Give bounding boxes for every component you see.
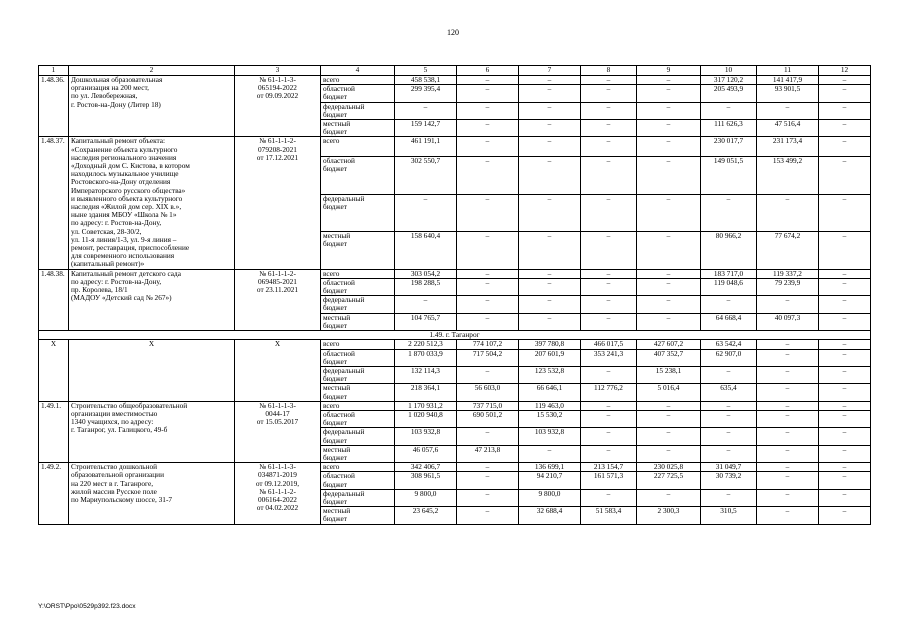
amount-cell: 119 048,6 <box>701 278 757 295</box>
table-row <box>39 76 871 85</box>
amount-cell: 302 550,7 <box>395 157 457 194</box>
funding-source: областной бюджет <box>321 157 395 194</box>
object-name: Строительство общеобразовательной организации вместимостью 1340 учащихся, по адресу: г. Таганрог, ул. Галицкого, 49-б <box>69 401 235 462</box>
amount-cell: 1 870 033,9 <box>395 349 457 366</box>
amount-cell: – <box>519 269 581 278</box>
amount-cell: – <box>457 76 519 85</box>
amount-cell: – <box>819 296 871 313</box>
funding-source: федеральный бюджет <box>321 428 395 445</box>
funding-source: федеральный бюджет <box>321 102 395 119</box>
amount-cell: 23 645,2 <box>395 507 457 524</box>
amount-cell: – <box>819 384 871 401</box>
amount-cell: – <box>819 278 871 295</box>
amount-cell: – <box>519 278 581 295</box>
item-number: 1.49.2. <box>39 463 69 524</box>
amount-cell: – <box>819 232 871 270</box>
amount-cell: – <box>637 313 701 330</box>
amount-cell: – <box>457 463 519 472</box>
funding-source: федеральный бюджет <box>321 489 395 506</box>
amount-cell: 774 107,2 <box>457 340 519 349</box>
amount-cell: – <box>819 102 871 119</box>
amount-cell: 46 057,6 <box>395 445 457 462</box>
funding-source: местный бюджет <box>321 384 395 401</box>
amount-cell: – <box>519 137 581 157</box>
document-number: № 61-1-1-3- 0044-17 от 15.05.2017 <box>235 401 321 462</box>
amount-cell: 141 417,9 <box>757 76 819 85</box>
amount-cell: 461 191,1 <box>395 137 457 157</box>
amount-cell: 153 499,2 <box>757 157 819 194</box>
amount-cell: – <box>757 296 819 313</box>
amount-cell: 62 907,0 <box>701 349 757 366</box>
amount-cell: 104 765,7 <box>395 313 457 330</box>
amount-cell: – <box>637 428 701 445</box>
amount-cell: 32 688,4 <box>519 507 581 524</box>
amount-cell: – <box>457 194 519 231</box>
amount-cell: – <box>701 194 757 231</box>
column-header-10: 10 <box>701 66 757 76</box>
amount-cell: 149 051,5 <box>701 157 757 194</box>
amount-cell: – <box>819 194 871 231</box>
column-number-row <box>39 66 871 76</box>
amount-cell: – <box>819 489 871 506</box>
amount-cell: 717 504,2 <box>457 349 519 366</box>
amount-cell: 198 288,5 <box>395 278 457 295</box>
item-number: Х <box>39 340 69 401</box>
amount-cell: – <box>457 102 519 119</box>
amount-cell: 218 364,1 <box>395 384 457 401</box>
amount-cell: 161 571,3 <box>581 472 637 489</box>
amount-cell: – <box>637 296 701 313</box>
table-row <box>39 463 871 472</box>
amount-cell: 635,4 <box>701 384 757 401</box>
amount-cell: – <box>757 445 819 462</box>
amount-cell: – <box>581 445 637 462</box>
funding-source: всего <box>321 76 395 85</box>
funding-source: всего <box>321 137 395 157</box>
amount-cell: 31 049,7 <box>701 463 757 472</box>
amount-cell: – <box>395 194 457 231</box>
amount-cell: 230 025,8 <box>637 463 701 472</box>
amount-cell: 231 173,4 <box>757 137 819 157</box>
amount-cell: – <box>637 278 701 295</box>
column-header-3: 3 <box>235 66 321 76</box>
amount-cell: – <box>457 313 519 330</box>
amount-cell: – <box>457 120 519 137</box>
amount-cell: – <box>519 120 581 137</box>
amount-cell: – <box>581 313 637 330</box>
amount-cell: 5 016,4 <box>637 384 701 401</box>
funding-source: местный бюджет <box>321 232 395 270</box>
amount-cell: – <box>757 349 819 366</box>
amount-cell: – <box>757 384 819 401</box>
item-number: 1.48.38. <box>39 269 69 330</box>
amount-cell: 93 901,5 <box>757 85 819 102</box>
amount-cell: – <box>637 269 701 278</box>
amount-cell: – <box>637 489 701 506</box>
amount-cell: 310,5 <box>701 507 757 524</box>
funding-source: местный бюджет <box>321 120 395 137</box>
file-path-footer: Y:\ORST\Ppo\0529p392.f23.docx <box>38 603 136 610</box>
amount-cell: 397 780,8 <box>519 340 581 349</box>
amount-cell: – <box>457 472 519 489</box>
amount-cell: – <box>819 269 871 278</box>
funding-source: областной бюджет <box>321 472 395 489</box>
amount-cell: – <box>637 410 701 427</box>
amount-cell: – <box>757 401 819 410</box>
amount-cell: – <box>701 401 757 410</box>
amount-cell: – <box>581 428 637 445</box>
amount-cell: 299 395,4 <box>395 85 457 102</box>
document-number: № 61-1-1-2- 069485-2021 от 23.11.2021 <box>235 269 321 330</box>
amount-cell: 30 739,2 <box>701 472 757 489</box>
column-header-2: 2 <box>69 66 235 76</box>
amount-cell: 737 715,0 <box>457 401 519 410</box>
amount-cell: – <box>637 102 701 119</box>
amount-cell: – <box>457 85 519 102</box>
amount-cell: – <box>581 157 637 194</box>
object-name: Капитальный ремонт объекта: «Сохранение объекта культурного наследия регионального значения «Доходный дом С. Кистова, в котором находилось музыкальное училище Ростовского-на-Дону отделения Императорского русского общества» и выявленного объекта культурного наследия «Жилой дом сер. XIX в.», ныне здания МБОУ «Школа № 1» по адресу: г. Ростов-на-Дону, ул. Советская, 28-30/2, ул. 11-я линия/1-3, ул. 9-я линия – ремонт, реставрация, приспособление для современного использования (капитальный ремонт)» <box>69 137 235 269</box>
amount-cell: 103 932,8 <box>395 428 457 445</box>
amount-cell: – <box>581 137 637 157</box>
amount-cell: 690 501,2 <box>457 410 519 427</box>
page-number: 120 <box>447 28 459 37</box>
amount-cell: 207 601,9 <box>519 349 581 366</box>
table-row <box>39 269 871 278</box>
amount-cell: – <box>637 445 701 462</box>
amount-cell: – <box>519 102 581 119</box>
amount-cell: – <box>457 296 519 313</box>
amount-cell: – <box>519 445 581 462</box>
amount-cell: 77 674,2 <box>757 232 819 270</box>
amount-cell: – <box>581 296 637 313</box>
amount-cell: – <box>519 232 581 270</box>
table-row <box>39 137 871 157</box>
amount-cell: – <box>757 340 819 349</box>
amount-cell: – <box>757 489 819 506</box>
document-number: № 61-1-1-3- 065194-2022 от 09.09.2022 <box>235 76 321 137</box>
column-header-8: 8 <box>581 66 637 76</box>
amount-cell: – <box>457 157 519 194</box>
amount-cell: – <box>819 472 871 489</box>
amount-cell: – <box>637 76 701 85</box>
amount-cell: 2 300,3 <box>637 507 701 524</box>
amount-cell: – <box>819 137 871 157</box>
amount-cell: – <box>637 120 701 137</box>
amount-cell: – <box>637 401 701 410</box>
amount-cell: – <box>457 269 519 278</box>
amount-cell: 51 583,4 <box>581 507 637 524</box>
amount-cell: 80 966,2 <box>701 232 757 270</box>
amount-cell: – <box>637 85 701 102</box>
amount-cell: – <box>395 296 457 313</box>
amount-cell: 15 530,2 <box>519 410 581 427</box>
amount-cell: – <box>581 120 637 137</box>
amount-cell: 466 017,5 <box>581 340 637 349</box>
amount-cell: 1 170 931,2 <box>395 401 457 410</box>
amount-cell: 103 932,8 <box>519 428 581 445</box>
amount-cell: – <box>581 102 637 119</box>
amount-cell: – <box>581 489 637 506</box>
amount-cell: – <box>757 366 819 383</box>
budget-table <box>38 65 871 525</box>
funding-source: местный бюджет <box>321 313 395 330</box>
object-name: Строительство дошкольной образовательной организации на 220 мест в г. Таганроге, жилой массив Русское поле по Мариупольскому шоссе, 31-7 <box>69 463 235 524</box>
amount-cell: – <box>581 269 637 278</box>
amount-cell: 94 210,7 <box>519 472 581 489</box>
funding-source: областной бюджет <box>321 85 395 102</box>
amount-cell: 308 961,5 <box>395 472 457 489</box>
column-header-6: 6 <box>457 66 519 76</box>
amount-cell: 15 238,1 <box>637 366 701 383</box>
funding-source: областной бюджет <box>321 278 395 295</box>
amount-cell: 111 626,3 <box>701 120 757 137</box>
amount-cell: 158 640,4 <box>395 232 457 270</box>
amount-cell: 66 646,1 <box>519 384 581 401</box>
amount-cell: 342 406,7 <box>395 463 457 472</box>
amount-cell: 303 054,2 <box>395 269 457 278</box>
amount-cell: – <box>581 194 637 231</box>
amount-cell: – <box>757 507 819 524</box>
amount-cell: – <box>581 410 637 427</box>
amount-cell: – <box>701 410 757 427</box>
document-number: № 61-1-1-3- 034871-2019 от 09.12.2019, № 61-1-1-2- 006164-2022 от 04.02.2022 <box>235 463 321 524</box>
document-number: Х <box>235 340 321 401</box>
amount-cell: 9 800,0 <box>519 489 581 506</box>
amount-cell: 64 668,4 <box>701 313 757 330</box>
amount-cell: – <box>757 463 819 472</box>
object-name: Х <box>69 340 235 401</box>
amount-cell: – <box>819 349 871 366</box>
amount-cell: – <box>457 137 519 157</box>
amount-cell: – <box>819 463 871 472</box>
amount-cell: 227 725,5 <box>637 472 701 489</box>
amount-cell: 119 337,2 <box>757 269 819 278</box>
funding-source: всего <box>321 269 395 278</box>
amount-cell: 230 017,7 <box>701 137 757 157</box>
amount-cell: – <box>819 157 871 194</box>
funding-source: местный бюджет <box>321 507 395 524</box>
amount-cell: 183 717,0 <box>701 269 757 278</box>
column-header-5: 5 <box>395 66 457 76</box>
amount-cell: – <box>457 489 519 506</box>
amount-cell: – <box>395 102 457 119</box>
amount-cell: – <box>819 507 871 524</box>
amount-cell: – <box>457 278 519 295</box>
funding-source: областной бюджет <box>321 410 395 427</box>
amount-cell: – <box>519 85 581 102</box>
funding-source: всего <box>321 401 395 410</box>
amount-cell: – <box>519 194 581 231</box>
amount-cell: 132 114,3 <box>395 366 457 383</box>
amount-cell: – <box>819 366 871 383</box>
amount-cell: 458 538,1 <box>395 76 457 85</box>
amount-cell: – <box>581 401 637 410</box>
amount-cell: – <box>819 340 871 349</box>
table-row <box>39 401 871 410</box>
amount-cell: – <box>757 410 819 427</box>
amount-cell: 112 776,2 <box>581 384 637 401</box>
amount-cell: – <box>637 194 701 231</box>
amount-cell: – <box>701 445 757 462</box>
item-number: 1.48.36. <box>39 76 69 137</box>
column-header-11: 11 <box>757 66 819 76</box>
amount-cell: – <box>519 313 581 330</box>
amount-cell: – <box>819 428 871 445</box>
amount-cell: – <box>819 76 871 85</box>
amount-cell: – <box>757 472 819 489</box>
amount-cell: – <box>819 313 871 330</box>
amount-cell: 119 463,0 <box>519 401 581 410</box>
amount-cell: – <box>519 76 581 85</box>
region-title: 1.49. г. Таганрог <box>39 331 871 340</box>
amount-cell: – <box>819 410 871 427</box>
amount-cell: – <box>819 401 871 410</box>
amount-cell: 317 120,2 <box>701 76 757 85</box>
amount-cell: 40 097,3 <box>757 313 819 330</box>
amount-cell: – <box>457 507 519 524</box>
amount-cell: 213 154,7 <box>581 463 637 472</box>
object-name: Капитальный ремонт детского сада по адресу: г. Ростов-на-Дону, пр. Королева, 18/1 (МАДОУ «Детский сад № 267») <box>69 269 235 330</box>
amount-cell: 79 239,9 <box>757 278 819 295</box>
table-row <box>39 340 871 349</box>
amount-cell: 9 800,0 <box>395 489 457 506</box>
amount-cell: 56 603,0 <box>457 384 519 401</box>
amount-cell: – <box>819 85 871 102</box>
amount-cell: 353 241,3 <box>581 349 637 366</box>
amount-cell: – <box>457 232 519 270</box>
amount-cell: – <box>819 120 871 137</box>
column-header-9: 9 <box>637 66 701 76</box>
amount-cell: 427 607,2 <box>637 340 701 349</box>
amount-cell: 1 020 940,8 <box>395 410 457 427</box>
column-header-1: 1 <box>39 66 69 76</box>
amount-cell: – <box>457 428 519 445</box>
amount-cell: – <box>701 489 757 506</box>
item-number: 1.49.1. <box>39 401 69 462</box>
amount-cell: – <box>637 157 701 194</box>
amount-cell: – <box>701 366 757 383</box>
funding-source: всего <box>321 463 395 472</box>
amount-cell: – <box>581 76 637 85</box>
amount-cell: – <box>637 137 701 157</box>
amount-cell: 159 142,7 <box>395 120 457 137</box>
column-header-12: 12 <box>819 66 871 76</box>
funding-source: областной бюджет <box>321 349 395 366</box>
amount-cell: – <box>757 102 819 119</box>
item-number: 1.48.37. <box>39 137 69 269</box>
funding-source: федеральный бюджет <box>321 194 395 231</box>
funding-source: федеральный бюджет <box>321 366 395 383</box>
amount-cell: – <box>701 296 757 313</box>
amount-cell: – <box>757 428 819 445</box>
amount-cell: 47 213,8 <box>457 445 519 462</box>
amount-cell: 407 352,7 <box>637 349 701 366</box>
amount-cell: – <box>519 296 581 313</box>
amount-cell: 205 493,9 <box>701 85 757 102</box>
amount-cell: – <box>819 445 871 462</box>
amount-cell: – <box>701 428 757 445</box>
document-number: № 61-1-1-2- 079208-2021 от 17.12.2021 <box>235 137 321 269</box>
amount-cell: – <box>581 85 637 102</box>
amount-cell: 136 699,1 <box>519 463 581 472</box>
amount-cell: – <box>701 102 757 119</box>
amount-cell: 123 532,8 <box>519 366 581 383</box>
region-header-row <box>39 331 871 340</box>
funding-source: всего <box>321 340 395 349</box>
amount-cell: – <box>581 278 637 295</box>
amount-cell: – <box>757 194 819 231</box>
amount-cell: 63 542,4 <box>701 340 757 349</box>
column-header-4: 4 <box>321 66 395 76</box>
column-header-7: 7 <box>519 66 581 76</box>
amount-cell: 47 516,4 <box>757 120 819 137</box>
amount-cell: 2 220 512,3 <box>395 340 457 349</box>
amount-cell: – <box>637 232 701 270</box>
object-name: Дошкольная образовательная организация на 200 мест, по ул. Левобережная, г. Ростов-на-Дону (Литер 18) <box>69 76 235 137</box>
amount-cell: – <box>581 366 637 383</box>
amount-cell: – <box>519 157 581 194</box>
funding-source: федеральный бюджет <box>321 296 395 313</box>
funding-source: местный бюджет <box>321 445 395 462</box>
amount-cell: – <box>581 232 637 270</box>
amount-cell: – <box>457 366 519 383</box>
